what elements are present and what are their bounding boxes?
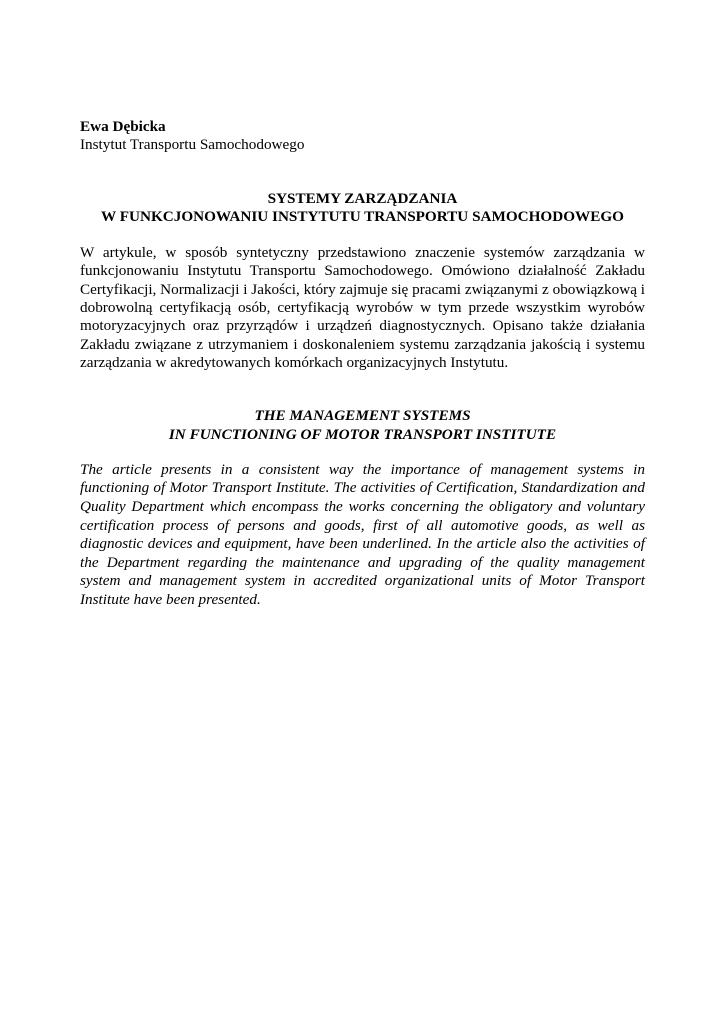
english-abstract: The article presents in a consistent way the importance of management systems in functioning of Motor Transport Institute. The activities of Certification, Standardization and Quality Department which encompass the works concerning the obligatory and voluntary certification process of persons and goods, first of all automotive goods, as well as diagnostic devices and equipment, have been underlined. In the article also the activities of the Department regarding the maintenance and upgrading of the quality management system and management system in accredited organizational units of Motor Transport Institute have been presented. (80, 460, 645, 609)
paper-content (80, 118, 645, 610)
polish-title (80, 190, 645, 227)
english-title-line-2: IN FUNCTIONING OF MOTOR TRANSPORT INSTITUTE (168, 425, 557, 443)
author-affiliation: Instytut Transportu Samochodowego (80, 136, 305, 154)
author-name: Ewa Dębicka (80, 118, 166, 135)
english-title (80, 407, 645, 444)
polish-title-line-1: SYSTEMY ZARZĄDZANIA (267, 189, 458, 207)
polish-title-line-2: W FUNKCJONOWANIU INSTYTUTU TRANSPORTU SAMOCHODOWEGO (101, 207, 624, 225)
polish-abstract: W artykule, w sposób syntetyczny przedstawiono znaczenie systemów zarządzania w funkcjonowaniu Instytutu Transportu Samochodowego. Omówiono działalność Zakładu Certyfikacji, Normalizacji i Jakości, który zajmuje się pracami związanymi z obowiązkową i dobrowolną certyfikacją osób, certyfikacją wyrobów w tym przede wszystkim wyrobów motoryzacyjnych oraz przyrządów i urządzeń diagnostycznych. Opisano także działania Zakładu związane z utrzymaniem i doskonaleniem systemu zarządzania jakością i systemu zarządzania w akredytowanych komórkach organizacyjnych Instytutu. (80, 244, 645, 371)
english-title-line-1: THE MANAGEMENT SYSTEMS (254, 407, 471, 425)
